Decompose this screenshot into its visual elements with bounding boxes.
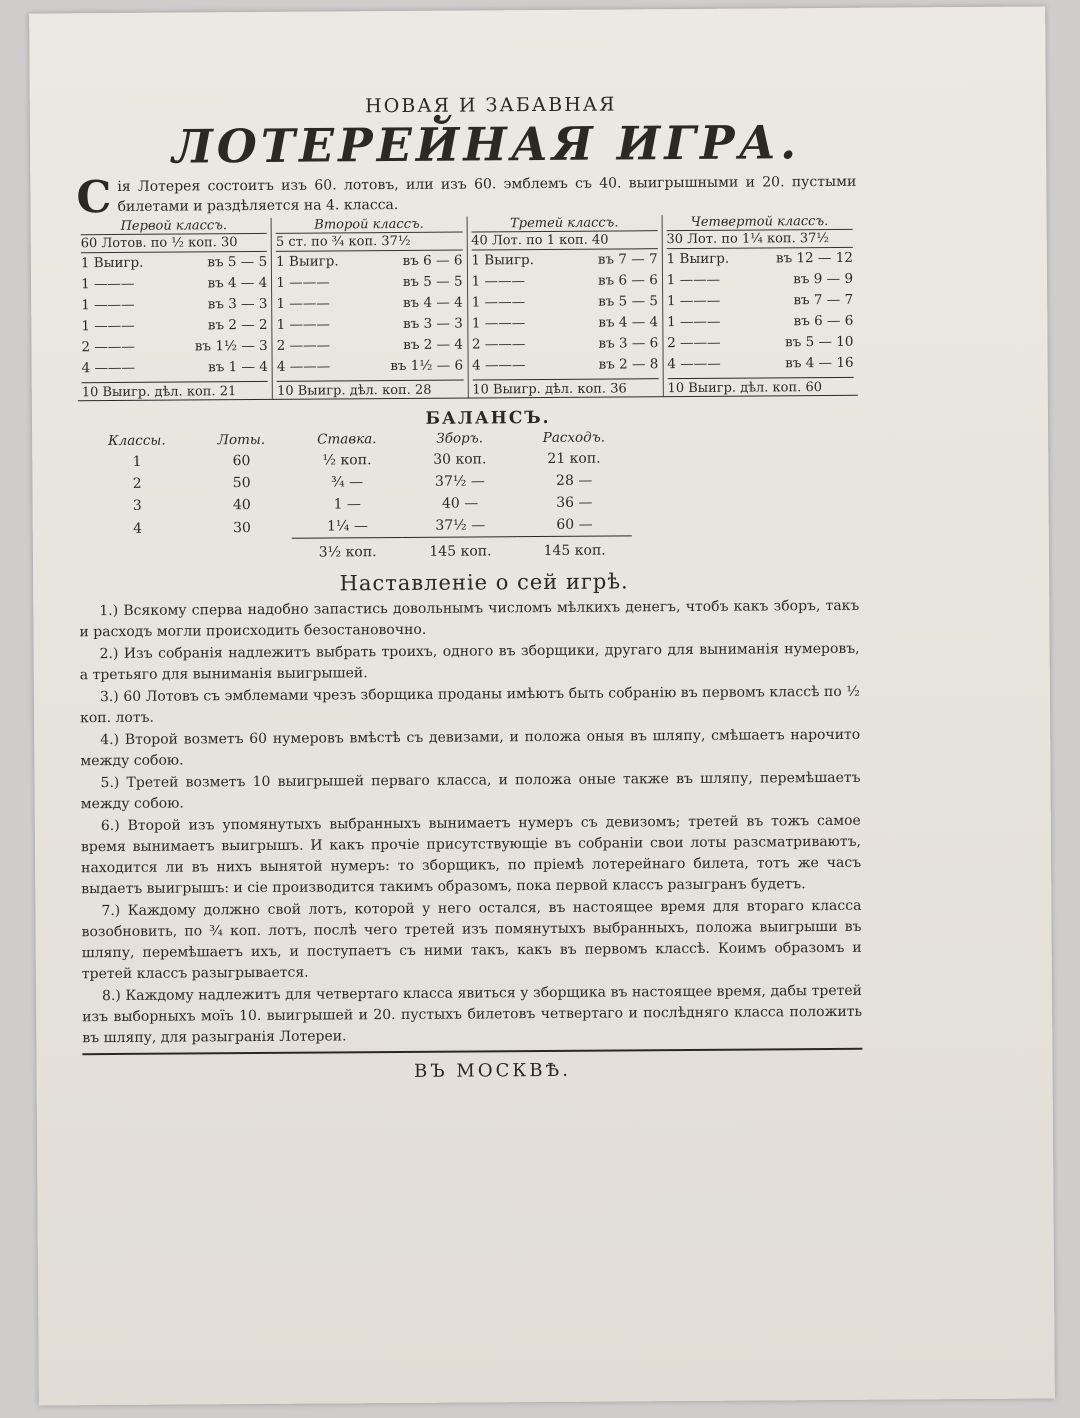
balance-title: БАЛАНСЪ. xyxy=(425,408,551,430)
balance-cell: 37½ — xyxy=(435,517,486,535)
prize-row xyxy=(82,357,268,379)
prize-count: 1 ——— xyxy=(471,294,526,311)
prize-value: въ 2 — 4 xyxy=(403,336,464,354)
instruction-paragraph: 3.) 60 Лотовъ съ эмблемами чрезъ зборщика проданы имѣютъ быть собранію въ первомъ классѣ по ½ коп. лотъ. xyxy=(80,684,860,727)
balance-cell: 4 xyxy=(132,520,143,537)
prize-count: 1 Выигр. xyxy=(471,252,535,269)
sheet-content xyxy=(76,92,863,1085)
prize-row xyxy=(472,312,658,334)
prize-row xyxy=(277,314,463,336)
prize-row xyxy=(472,291,658,313)
prize-count: 1 ——— xyxy=(81,318,135,335)
prize-value: въ 5 — 5 xyxy=(598,293,658,310)
balance-cell: 1 — xyxy=(333,496,362,513)
balance-cell: 30 xyxy=(233,519,251,536)
subtitle: НОВАЯ И ЗАБАВНАЯ xyxy=(365,93,617,118)
prize-value: въ 12 — 12 xyxy=(775,250,853,267)
page-title: ЛОТЕРЕЙНАЯ ИГРА. xyxy=(171,115,801,174)
balance-cell: ¾ — xyxy=(331,474,364,491)
class-title: Третей классъ. xyxy=(510,215,619,232)
prize-row xyxy=(667,248,853,270)
instruction-paragraph: 8.) Каждому надлежитъ для четвертаго класса явиться у зборщика въ настоящее время, дабы третей изъ выборныхъ моїъ 10. выигрышей и 20. пустыхъ билетовъ четвертаго и послѣдняго класса положить въ шляпу, для разыгранія Лотереи. xyxy=(82,983,863,1047)
instruction-paragraph: 1.) Всякому сперва надобно запастись довольнымъ числомъ мѣлкихъ денегъ, чтобъ какъ зборъ, такъ и расходъ могли происходить безостановочно. xyxy=(79,598,860,641)
balance-total-row xyxy=(83,536,632,565)
prize-value: въ 1 — 4 xyxy=(208,359,268,376)
balance-table xyxy=(82,430,632,566)
balance-cell: 1 xyxy=(132,454,142,471)
prize-count: 1 ——— xyxy=(471,273,525,290)
prize-row xyxy=(667,332,853,354)
prize-count: 1 ——— xyxy=(666,293,721,310)
balance-cell: 50 xyxy=(232,475,251,492)
prize-row xyxy=(471,249,657,271)
class-title: Второй классъ. xyxy=(314,217,424,233)
prize-row xyxy=(472,333,658,355)
class-title: Первой классъ. xyxy=(120,218,228,235)
prize-row xyxy=(276,293,462,315)
prize-count: 2 ——— xyxy=(471,336,526,353)
class-column xyxy=(77,218,274,400)
instruction-paragraph: 6.) Второй изъ упомянутыхъ выбранныхъ вынимаетъ нумеръ съ девизомъ; третей въ тожъ самое время вынимаетъ выигрышъ. И какъ прочіе присутствующіе въ собраніи свои лоты разсматриваютъ, находится ли въ нихъ вынятой нумеръ: то зборщикъ, по пріемѣ лотерейнаго билета, тотъ же часъ выдаетъ выигрышъ: и сіе производится такимъ образомъ, пока первой классъ разыгранъ будетъ. xyxy=(80,813,862,898)
balance-header: Лоты. xyxy=(217,432,266,449)
prize-value: въ 9 — 9 xyxy=(793,271,854,288)
prize-count: 1 ——— xyxy=(667,314,721,331)
balance-cell: 40 xyxy=(232,497,251,514)
instruction-paragraph: 4.) Второй возметъ 60 нумеровъ вмѣстѣ съ девизами, и положа оныя въ шляпу, смѣшаетъ нарочито между собою. xyxy=(80,727,861,770)
class-total: 10 Выигр. дѣл. коп. 28 xyxy=(277,380,463,399)
prize-count: 4 ——— xyxy=(81,360,136,377)
class-column xyxy=(662,214,858,396)
prize-count: 1 ——— xyxy=(471,315,526,332)
prize-row xyxy=(472,354,658,376)
class-title: Четвертой классъ. xyxy=(690,214,829,231)
prize-value: въ 4 — 4 xyxy=(402,294,463,312)
prize-value: въ 3 — 3 xyxy=(207,296,268,313)
prize-value: въ 4 — 4 xyxy=(207,275,268,292)
prize-count: 4 ——— xyxy=(276,358,331,376)
prize-count: 1 ——— xyxy=(276,295,330,313)
divider xyxy=(82,1048,862,1055)
prize-value: въ 4 — 16 xyxy=(785,355,854,372)
prize-count: 1 ——— xyxy=(81,297,135,314)
prize-count: 1 ——— xyxy=(80,276,135,293)
class-total: 10 Выигр. дѣл. коп. 21 xyxy=(82,381,268,400)
prize-count: 2 ——— xyxy=(276,337,331,355)
prize-count: 4 ——— xyxy=(667,356,721,373)
imprint-city: ВЪ МОСКВѢ. xyxy=(414,1060,572,1083)
balance-cell: 40 — xyxy=(441,495,479,512)
prize-count: 1 Выигр. xyxy=(80,255,144,272)
dropcap: С xyxy=(76,172,112,224)
balance-cell: 21 коп. xyxy=(547,450,601,468)
class-column xyxy=(467,215,664,397)
intro-text: ія Лотерея состоитъ изъ 60. лотовъ, или изъ 60. эмблемъ съ 40. выигрышными и 20. пустыми билетами и раздѣляется на 4. класса. xyxy=(117,174,857,216)
lottery-sheet xyxy=(29,6,1055,1405)
prize-value: въ 5 — 10 xyxy=(785,334,854,351)
balance-header: Расходъ. xyxy=(542,429,606,447)
prize-row xyxy=(667,311,853,333)
prize-value: въ 4 — 4 xyxy=(598,314,659,331)
prize-value: въ 3 — 6 xyxy=(598,335,659,352)
prize-value: въ 5 — 5 xyxy=(402,273,463,291)
instructions-title: Наставленіе о сей игрѣ. xyxy=(339,569,629,596)
prize-row xyxy=(81,315,267,337)
class-total: 10 Выигр. дѣл. коп. 60 xyxy=(667,377,853,396)
prize-value: въ 2 — 2 xyxy=(207,317,268,334)
prize-value: въ 2 — 8 xyxy=(598,356,659,373)
balance-cell-empty xyxy=(83,539,193,565)
prize-value: въ 1½ — 3 xyxy=(194,338,268,355)
prize-count: 1 ——— xyxy=(666,272,721,289)
class-total: 10 Выигр. дѣл. коп. 36 xyxy=(472,378,658,397)
prize-row xyxy=(471,270,657,292)
prize-row xyxy=(276,272,462,294)
balance-cell: 2 xyxy=(132,476,142,493)
prize-row xyxy=(81,273,267,295)
prize-row xyxy=(81,252,267,274)
prize-value: въ 6 — 6 xyxy=(402,252,463,270)
balance-cell: 1¼ — xyxy=(326,518,368,535)
balance-header: Ставка. xyxy=(317,431,377,448)
prize-row xyxy=(277,335,463,357)
prize-row xyxy=(81,336,267,358)
balance-cell: 36 — xyxy=(556,494,593,512)
class-column xyxy=(272,217,469,399)
prize-value: въ 3 — 3 xyxy=(403,315,463,333)
prize-value: въ 1½ — 6 xyxy=(390,357,464,375)
balance-header: Классы. xyxy=(108,432,166,450)
class-lots: 60 Лотов. по ½ коп. 30 xyxy=(81,233,267,253)
balance-cell: 3 xyxy=(132,498,142,515)
instruction-paragraph: 2.) Изъ собранія надлежитъ выбрать троихъ, одного въ зборщики, другаго для выниманія нумеровъ, а третьяго для выниманія выигрышей. xyxy=(79,641,860,684)
prize-count: 2 ——— xyxy=(81,339,135,356)
prize-row xyxy=(667,269,853,291)
class-lots: 40 Лот. по 1 коп. 40 xyxy=(471,230,657,250)
prize-value: въ 7 — 7 xyxy=(793,292,854,309)
prize-row xyxy=(667,353,853,375)
balance-cell: 28 — xyxy=(555,472,593,490)
balance-cell: 37½ — xyxy=(434,473,485,491)
balance-cell: 60 xyxy=(232,453,251,470)
prize-value: въ 6 — 6 xyxy=(793,313,854,330)
balance-cell: ½ коп. xyxy=(322,452,372,469)
prize-count: 1 ——— xyxy=(276,316,331,334)
instruction-paragraph: 5.) Третей возметъ 10 выигрышей перваго класса, и положа оные также въ шляпу, перемѣшаетъ между собою. xyxy=(80,770,861,813)
prize-value: въ 7 — 7 xyxy=(597,251,658,268)
prize-row xyxy=(667,290,853,312)
balance-cell: 30 коп. xyxy=(433,451,487,469)
balance-header: Зборъ. xyxy=(436,430,484,448)
balance-cell: 60 — xyxy=(556,516,593,534)
balance-cell-empty xyxy=(192,539,292,565)
prize-count: 1 ——— xyxy=(276,274,330,292)
prize-value: въ 5 — 5 xyxy=(207,254,268,271)
prize-count: 4 ——— xyxy=(472,357,526,374)
balance-total: 145 коп. xyxy=(517,536,631,562)
prize-value: въ 6 — 6 xyxy=(597,272,658,289)
prize-count: 1 Выигр. xyxy=(276,253,339,271)
prize-count: 1 Выигр. xyxy=(666,250,730,268)
classes-table xyxy=(77,214,858,401)
prize-count: 2 ——— xyxy=(667,335,721,352)
instruction-paragraph: 7.) Каждому должно свой лотъ, которой у него остался, въ настоящее время для втораго класса возобновить, по ¾ коп. лотъ, послѣ чего третей изъ помянутыхъ выбранныхъ, положа выигрыши въ шляпу, перемѣшаетъ ихъ, и поступаетъ съ ними такъ, какъ въ первомъ классѣ. Коимъ образомъ и третей классъ разыгрывается. xyxy=(81,898,862,983)
class-lots: 30 Лот. по 1¼ коп. 37½ xyxy=(666,229,852,249)
prize-row xyxy=(81,294,267,316)
prize-row xyxy=(276,251,462,273)
balance-total: 3½ коп. xyxy=(292,538,404,564)
balance-total: 145 коп. xyxy=(403,537,517,563)
class-lots: 5 ст. по ¾ коп. 37½ xyxy=(276,232,462,252)
prize-row xyxy=(277,356,463,378)
